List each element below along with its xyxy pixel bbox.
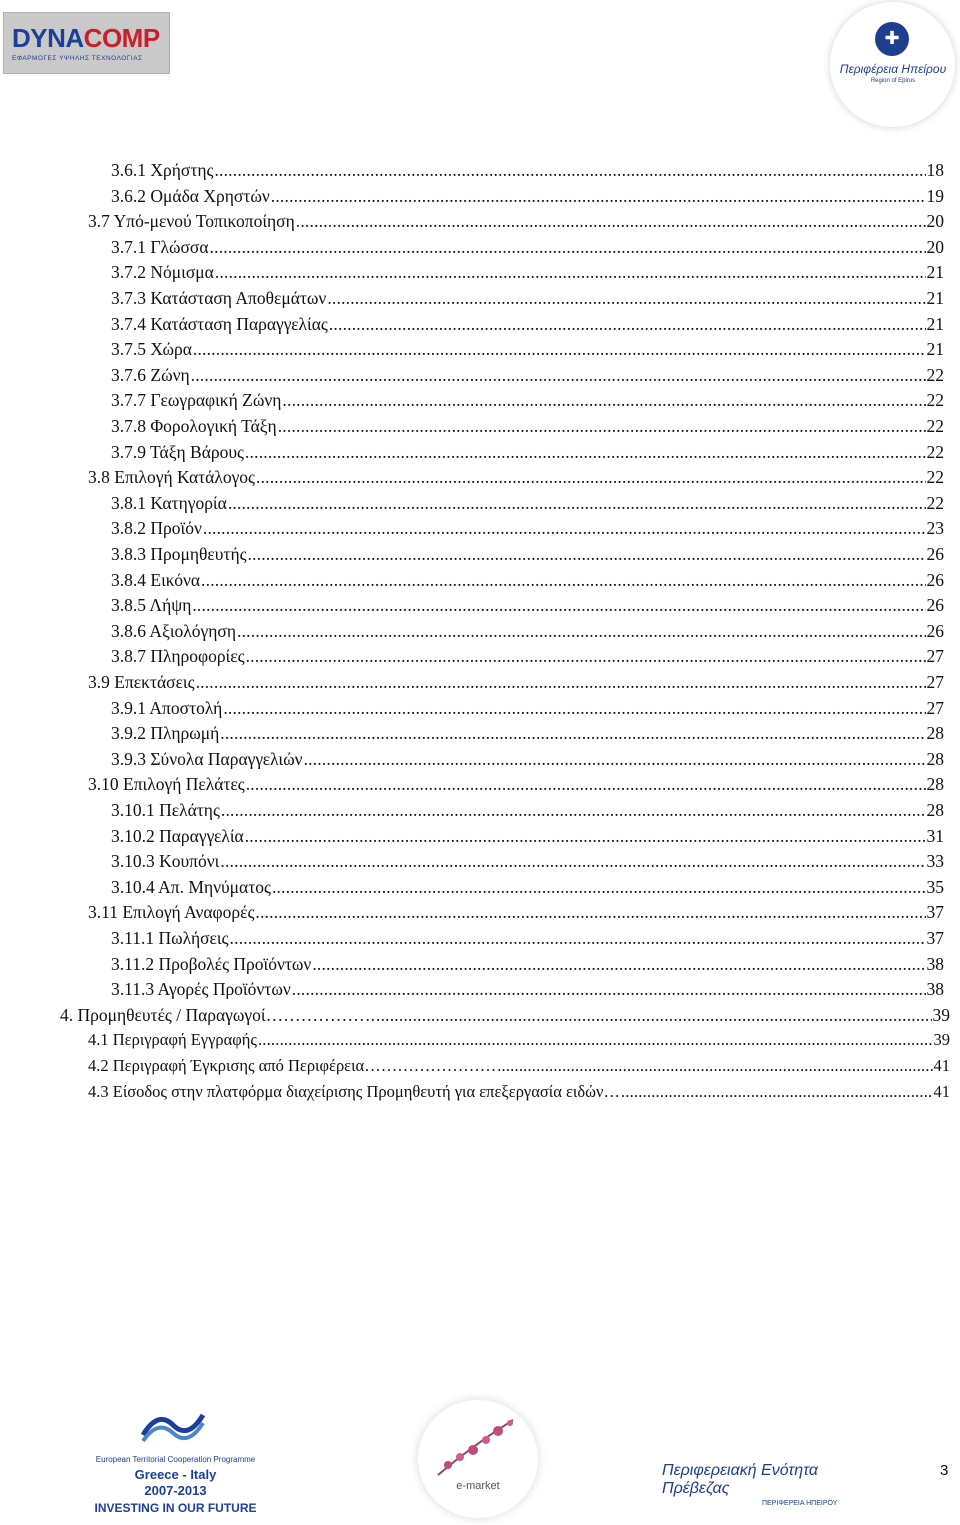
toc-entry-page: 26 [926,620,944,641]
toc-entry-page: 22 [926,390,944,411]
toc-entry[interactable] [111,491,944,515]
toc-entry-page: 37 [926,902,944,923]
preveza-title: Περιφερειακή Ενότητα Πρέβεζας [662,1462,818,1497]
toc-dot-leader [215,260,926,284]
toc-entry-title: 3.10.2 Παραγγελία [111,825,244,846]
toc-dot-leader [304,747,926,771]
toc-entry[interactable] [111,849,944,873]
toc-entry-title: 3.7.3 Κατάσταση Αποθεμάτων [111,288,327,308]
toc-entry[interactable] [111,542,944,566]
toc-entry[interactable] [111,568,944,592]
toc-dot-leader [210,235,926,259]
toc-entry-page: 22 [926,441,944,462]
toc-dot-leader [278,414,926,438]
toc-dot-leader [230,926,926,950]
toc-entry-title: 3.8.3 Προμηθευτής [111,544,247,564]
programme-countries: Greece - Italy [134,1467,217,1482]
toc-entry-page: 28 [926,748,944,769]
toc-entry-page: 27 [926,672,944,692]
toc-dot-leader [214,158,925,182]
region-epirus-subtitle: Region of Epirus [870,78,916,84]
toc-dot-leader [327,286,925,310]
toc-entry-title: 3.9.2 Πληρωμή [111,723,220,744]
toc-entry-title: 3.11 Επιλογή Αναφορές [88,902,255,923]
e-market-wordmark: e-market [456,1480,500,1492]
toc-entry-title: 3.11.2 Προβολές Προϊόντων [111,953,312,974]
toc-entry-page: 27 [926,697,944,718]
toc-entry[interactable] [88,209,944,233]
toc-entry[interactable] [88,772,944,796]
toc-entry[interactable] [111,312,944,336]
toc-entry-title: 3.10.3 Κουπόνι [111,851,220,872]
toc-entry-page: 26 [926,544,944,564]
toc-dot-leader [256,465,926,489]
toc-entry[interactable] [88,1080,950,1104]
toc-entry[interactable] [111,747,944,771]
toc-entry-page: 22 [926,416,944,436]
toc-entry-page: 38 [926,979,944,1000]
toc-entry-page: 39 [933,1030,950,1050]
toc-entry-title: 3.10.4 Απ. Μηνύματος [111,876,271,897]
toc-entry-title: 3.7.7 Γεωγραφική Ζώνη [111,390,282,411]
preveza-regional-unit-logo [662,1462,882,1507]
toc-entry[interactable] [111,414,944,438]
toc-entry-title: 3.8.1 Κατηγορία [111,492,227,513]
toc-entry[interactable] [88,900,944,924]
toc-entry-page: 21 [926,339,944,360]
toc-entry-page: 22 [926,492,944,513]
toc-entry-title: 3.9.3 Σύνολα Παραγγελιών [111,748,303,769]
toc-dot-leader [191,363,926,387]
toc-entry-title: 3.11.3 Αγορές Προϊόντων [111,979,291,1000]
greek-emblem-icon: ✚ [875,22,909,56]
toc-entry[interactable] [111,593,944,617]
toc-entry[interactable] [88,1054,950,1078]
toc-entry[interactable] [111,363,944,387]
toc-entry-title: 3.8.7 Πληροφορίες [111,646,245,667]
toc-entry-page: 41 [933,1056,950,1075]
toc-dot-leader [237,619,925,643]
toc-dot-leader [258,1028,933,1052]
toc-entry[interactable] [111,388,944,412]
toc-dot-leader [245,440,926,464]
dynacomp-logo [3,12,170,74]
e-market-logo [418,1400,538,1518]
toc-entry[interactable] [88,670,944,694]
toc-entry[interactable] [111,158,944,182]
toc-entry-title: 4.1 Περιγραφή Εγγραφής [88,1030,257,1050]
programme-years: 2007-2013 [144,1483,207,1498]
toc-entry-page: 37 [926,928,944,948]
toc-entry-page: 33 [926,851,944,872]
toc-entry-page: 35 [926,876,944,897]
toc-dot-leader [376,1003,932,1027]
toc-dot-leader [246,644,926,668]
toc-entry[interactable] [111,337,944,361]
toc-dot-leader [312,952,925,976]
toc-entry-title: 3.8 Επιλογή Κατάλογος [88,467,255,488]
toc-entry[interactable] [88,465,944,489]
toc-entry-title: 3.7.5 Χώρα [111,339,192,360]
toc-entry[interactable] [111,619,944,643]
toc-entry-title: 3.8.2 Προϊόν [111,518,202,539]
toc-entry-page: 21 [926,262,944,283]
toc-entry-title: 4.2 Περιγραφή Έγκρισης από Περιφέρεια…………………… [88,1056,497,1075]
region-epirus-logo [830,2,955,127]
toc-entry-page: 23 [926,518,944,539]
toc-entry-page: 41 [933,1081,950,1101]
toc-dot-leader [228,491,926,515]
flower-branch-icon [418,1405,538,1485]
toc-entry[interactable] [111,798,944,822]
toc-entry-title: 3.9.1 Αποστολή [111,697,223,718]
toc-dot-leader [201,568,925,592]
toc-dot-leader [220,849,925,873]
toc-entry[interactable] [111,286,944,310]
toc-entry[interactable] [60,1003,950,1027]
toc-dot-leader [203,516,926,540]
toc-dot-leader [196,670,926,694]
toc-dot-leader [192,593,925,617]
toc-entry-page: 26 [926,569,944,590]
toc-dot-leader [621,1080,933,1104]
page-number: 3 [940,1462,949,1479]
toc-entry-title: 3.8.5 Λήψη [111,595,192,616]
toc-entry[interactable] [88,1028,950,1052]
toc-dot-leader [272,875,926,899]
toc-dot-leader [248,542,926,566]
toc-entry-page: 28 [926,723,944,744]
toc-entry[interactable] [111,721,944,745]
region-epirus-title: Περιφέρεια Ηπείρου [839,62,947,76]
programme-slogan: INVESTING IN OUR FUTURE [94,1501,257,1515]
toc-entry-page: 28 [926,774,944,795]
toc-dot-leader [329,312,926,336]
dynacomp-tagline: ΕΦΑΡΜΟΓΕΣ ΥΨΗΛΗΣ ΤΕΧΝΟΛΟΓΙΑΣ [12,55,143,62]
toc-entry[interactable] [111,184,944,208]
interreg-greece-italy-logo [88,1405,263,1517]
toc-entry-title: 3.6.1 Χρήστης [111,160,214,180]
programme-wave-icon [138,1405,208,1445]
toc-entry-title: 3.7.9 Τάξη Βάρους [111,441,244,462]
toc-entry-title: 3.11.1 Πωλήσεις [111,928,229,948]
toc-entry-page: 20 [926,211,944,232]
toc-entry-page: 21 [926,313,944,334]
toc-entry-title: 3.10.1 Πελάτης [111,800,220,820]
toc-dot-leader [292,977,926,1001]
toc-dot-leader [221,798,926,822]
toc-dot-leader [282,388,925,412]
toc-entry-page: 19 [926,185,944,206]
dynacomp-wordmark: DYNACOMP [12,23,160,53]
toc-entry[interactable] [111,926,944,950]
toc-entry-title: 3.6.2 Ομάδα Χρηστών [111,185,270,206]
toc-entry-title: 3.7.6 Ζώνη [111,364,190,385]
toc-entry-title: 3.7.1 Γλώσσα [111,236,209,257]
toc-entry[interactable] [111,696,944,720]
toc-entry-title: 3.7 Υπό-μενού Τοπικοποίηση [88,211,295,232]
toc-entry-page: 18 [926,160,944,180]
toc-dot-leader [296,209,926,233]
toc-entry[interactable] [111,516,944,540]
toc-entry[interactable] [111,824,944,848]
toc-entry-page: 22 [926,364,944,385]
toc-entry[interactable] [111,260,944,284]
toc-dot-leader [255,900,925,924]
toc-dot-leader [246,772,926,796]
toc-dot-leader [271,184,926,208]
toc-entry[interactable] [111,440,944,464]
toc-entry[interactable] [111,644,944,668]
toc-entry-page: 39 [932,1004,950,1025]
toc-entry[interactable] [111,977,944,1001]
toc-entry-title: 3.7.4 Κατάσταση Παραγγελίας [111,313,328,334]
toc-entry-title: 3.9 Επεκτάσεις [88,672,195,692]
toc-entry-page: 28 [926,800,944,820]
toc-entry-page: 22 [926,467,944,488]
toc-entry-title: 3.8.4 Εικόνα [111,569,201,590]
preveza-subtitle: ΠΕΡΙΦΕΡΕΙΑ ΗΠΕΙΡΟΥ [762,1500,838,1507]
toc-entry[interactable] [111,235,944,259]
toc-entry-title: 4.3 Είσοδος στην πλατφόρμα διαχείρισης Προμηθευτή για επεξεργασία ειδών… [88,1081,620,1101]
toc-entry-page: 38 [926,953,944,974]
toc-entry[interactable] [111,875,944,899]
toc-entry[interactable] [111,952,944,976]
toc-entry-page: 20 [926,236,944,257]
toc-entry-title: 3.8.6 Αξιολόγηση [111,620,237,641]
toc-entry-page: 27 [926,646,944,667]
toc-entry-title: 3.7.2 Νόμισμα [111,262,214,283]
programme-name: European Territorial Cooperation Programme [95,1455,256,1464]
toc-dot-leader [245,824,926,848]
toc-entry-page: 21 [926,288,944,308]
toc-entry-page: 26 [926,595,944,616]
toc-dot-leader [223,696,925,720]
toc-dot-leader [497,1054,932,1078]
toc-entry-title: 3.10 Επιλογή Πελάτες [88,774,245,795]
toc-dot-leader [193,337,926,361]
toc-entry-title: 3.7.8 Φορολογική Τάξη [111,416,277,436]
toc-dot-leader [220,721,925,745]
toc-entry-title: 4. Προμηθευτές / Παραγωγοί………………. [60,1004,375,1025]
toc-entry-page: 31 [926,825,944,846]
